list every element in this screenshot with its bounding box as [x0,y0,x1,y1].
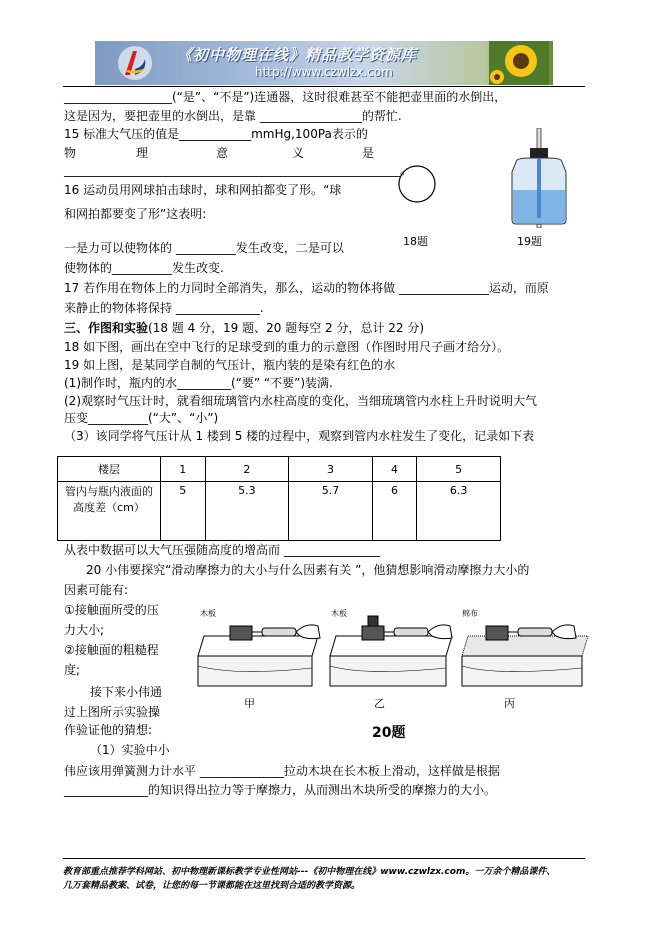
table-cell: 5 [161,482,206,541]
q19-line: 19 如上图，是某同学自制的气压计，瓶内装的是染有红色的水 [64,358,396,372]
label-yi: 乙 [374,697,385,710]
section-title: 三、作图和实验 [64,321,149,335]
q18-line: 18 如下图，画出在空中飞行的足球受到的重力的示意图（作图时用尺子画才给分）。 [64,340,510,354]
label-bing: 丙 [504,697,515,710]
label-cloth: 棉布 [462,609,478,618]
table-row [58,482,501,541]
q20-left-text: 作验证他的猜想: [64,723,153,737]
q20-line-d: 伟应该用弹簧测力计水平 ______________拉动木块在长木板上滑动，这样做是根据 [64,764,500,778]
q20-left-text: 过上图所示实验操 [64,705,161,719]
label-board-1: 木板 [200,609,216,618]
text-line: __________________(“是”、“不是”)连通器，这时很难甚至不能把壶里面的水倒出， [64,90,507,104]
site-logo-icon [117,45,153,81]
banner-title: 《初中物理在线》精品教学资源库 [177,46,418,64]
q15-line3: ________________________________________________________。 [64,163,413,177]
panel-bing [462,625,588,686]
fig20-caption: 20题 [372,725,406,741]
table-cell: 4 [372,457,417,482]
table-cell: 楼层 [58,457,161,482]
q20-left-text: ①接触面所受的压 [64,603,159,617]
table-cell: 5 [417,457,501,482]
q16-line3: 一是力可以使物体的 __________发生改变，二是可以 [64,241,344,255]
table-cell: 2 [205,457,289,482]
footer-line1: 教育部重点推荐学科网站、初中物理新课标教学专业性网站---《初中物理在线》www.czwlzx.com。一万余个精品课件、 [63,867,556,877]
table-cell: 5.3 [205,482,289,541]
q20-left-text: ②接触面的粗糙程 [64,643,159,657]
spaced-char: 意 [216,146,229,160]
fig19-label: 19题 [517,235,542,248]
q15-line1: 15 标准大气压的值是____________mmHg,100Pa表示的 [64,127,368,141]
football-figure [396,163,438,205]
data-table [57,456,501,541]
footer-rule [63,858,585,859]
q16-line1: 16 运动员用网球拍击球时，球和网拍都变了形。“球 [64,183,342,197]
header-banner [95,41,553,85]
q15-spaced-line [64,144,378,160]
spaced-char: 是 [362,146,375,160]
section-scoring: (18 题 4 分，19 题、20 题每空 2 分，总计 22 分) [148,321,425,335]
header-rule [63,86,585,87]
sunflower-icon [489,41,549,85]
q20-line-e: ______________的知识得出拉力等于摩擦力，从而测出木块所受的摩擦力的大小。 [64,783,497,797]
q19-part3: （3）该同学将气压计从 1 楼到 5 楼的过程中，观察到管内水柱发生了变化，记录如下表 [64,429,535,443]
q19-conclusion: 从表中数据可以大气压强随高度的增高而 ________________ [64,543,380,557]
panel-yi [330,616,452,686]
fig18-label: 18题 [403,235,428,248]
table-cell: 5.7 [289,482,373,541]
spaced-char: 物 [64,146,77,160]
banner-url[interactable]: http://www.czwlzx.com [255,65,393,79]
spaced-char: 理 [136,146,149,160]
friction-experiment-figure [196,606,598,692]
q19-part2b: 压变__________(“大”、“小”) [64,411,219,425]
q20-line2: 因素可能有: [64,583,129,597]
q16-line2: 和网拍都要变了形”这表明: [64,207,207,221]
table-cell: 管内与瓶内液面的高度差（cm） [58,482,161,541]
q20-left-text: 接下来小伟通 [90,685,163,699]
q16-line4: 使物体的__________发生改变. [64,261,224,275]
section-three-heading [64,320,424,336]
q19-part1: (1)制作时，瓶内的水_________(“要” “不要”)装满. [64,376,333,390]
footer-line2: 几万套精品教案、试卷，让您的每一节课都能在这里找到合适的教学资源。 [63,881,361,891]
q17-line1: 17 若作用在物体上的力同时全部消失，那么，运动的物体将做 _______________运动，而原 [64,281,549,295]
label-jia: 甲 [244,697,255,710]
panel-jia [198,625,320,686]
table-cell: 6 [372,482,417,541]
table-cell: 6.3 [417,482,501,541]
barometer-figure [506,128,574,228]
table-cell: 1 [161,457,206,482]
q20-left-text: （1）实验中小 [90,743,170,757]
table-row [58,457,501,482]
text-line: 这是因为，要把壶里的水倒出，是靠 _________________的帮忙. [64,109,402,123]
q20-left-text: 度; [64,663,81,677]
q20-left-text: 力大小; [64,623,105,637]
q17-line2: 来静止的物体将保持 ______________. [64,301,264,315]
q20-line1: 20 小伟要探究“滑动摩擦力的大小与什么因素有关 ”，他猜想影响滑动摩擦力大小的 [86,563,530,577]
table-cell: 3 [289,457,373,482]
label-board-2: 木板 [331,609,347,618]
q19-part2a: (2)观察时气压计时，就看细琉璃管内水柱高度的变化，当细琉璃管内水柱上升时说明大气 [64,394,538,408]
spaced-char: 义 [292,146,305,160]
